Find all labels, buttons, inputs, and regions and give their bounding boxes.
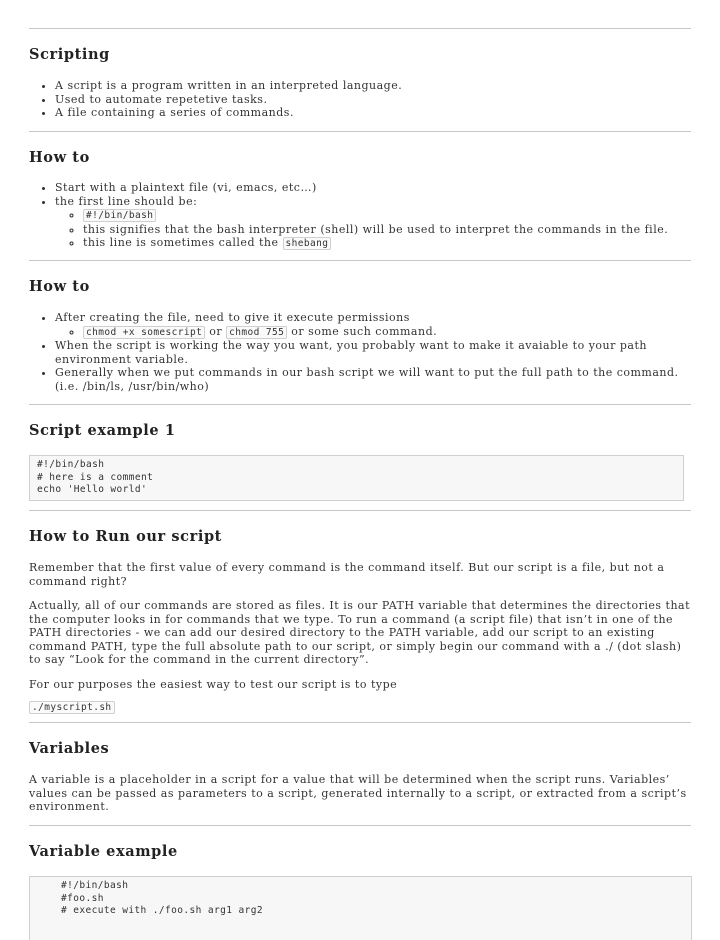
section-title-howto: How to [29,149,90,166]
howto-list [29,181,668,251]
section-divider [29,260,691,261]
code-line: #!/bin/bash [61,880,129,891]
list-item [55,195,668,251]
list-item [83,236,668,251]
paragraph: A variable is a placeholder in a script for a value that will be determined when the script runs. Variables’ values can be passed as parameters to a script, generated internally to a script, or extracted from a script’s environment. [29,773,687,813]
list-item [83,208,668,223]
inline-code: chmod +x somescript [83,326,205,339]
inline-code: ./myscript.sh [29,701,115,714]
inline-code: shebang [283,237,332,250]
section-divider [29,722,691,723]
section-divider [29,510,691,511]
list-item-text: or some such command. [287,324,438,338]
scripting-list [29,79,402,120]
list-item: • Start with a plaintext file (vi, emacs, etc…) [55,181,668,195]
list-item: • A file containing a series of commands. [55,106,402,120]
list-item: ◦ this signifies that the bash interpreter (shell) will be used to interpret the commands in the file. [83,223,668,237]
section-title-run: How to Run our script [29,528,222,545]
paragraph: Remember that the first value of every command is the command itself. But our script is a file, but not a command right? [29,561,665,588]
paragraph [29,700,691,715]
paragraph: Actually, all of our commands are stored as files. It is our PATH variable that determines the directories that the computer looks in for commands that we type. To run a command (a script file) that isn’t in one of the PATH directories - we can add our desired directory to the PATH variable, add our script to an existing command PATH, type the full absolute path to our script, or simply begin our command with a ./ (dot slash) to say “Look for the command in the current directory”. [29,599,691,666]
section-title-variable-example: Variable example [29,843,178,860]
code-line: # here is a comment [37,471,154,483]
howto-sublist [55,208,668,251]
section-divider [29,28,691,29]
list-item: • Generally when we put commands in our bash script we will want to put the full path to the command. (i.e. /bin/ls, /usr/bin/who) [55,366,691,393]
section-title-howto: How to [29,278,90,295]
section-title-scripting: Scripting [29,46,110,63]
inline-code: #!/bin/bash [83,209,156,222]
list-item-text: this line is sometimes called the [83,236,283,249]
section-divider [29,825,691,826]
section-divider [29,131,691,132]
code-block [29,455,684,501]
list-item-text: the first line should be: [55,194,198,208]
howto-sublist [55,325,691,340]
code-line: # execute with ./foo.sh arg1 arg2 [61,905,263,916]
inline-code: chmod 755 [226,326,287,339]
list-item-text: After creating the file, need to give it execute permissions [55,311,410,324]
list-item: • A script is a program written in an interpreted language. [55,79,402,93]
section-divider [29,404,691,405]
section-title-variables: Variables [29,740,110,757]
code-line: #foo.sh [61,892,104,904]
code-line: echo 'Hello world' [37,484,148,495]
code-line: #!/bin/bash [37,459,105,470]
paragraph: For our purposes the easiest way to test our script is to type [29,678,398,691]
list-item: • Used to automate repetetive tasks. [55,93,402,107]
list-item [83,325,691,340]
list-item-text: or [205,324,227,338]
list-item: • When the script is working the way you want, you probably want to make it avaiable to your path environment variable. [55,339,691,366]
section-title-script-example: Script example 1 [29,422,176,439]
code-block [29,876,692,940]
list-item [55,311,691,339]
howto-list [29,311,691,393]
